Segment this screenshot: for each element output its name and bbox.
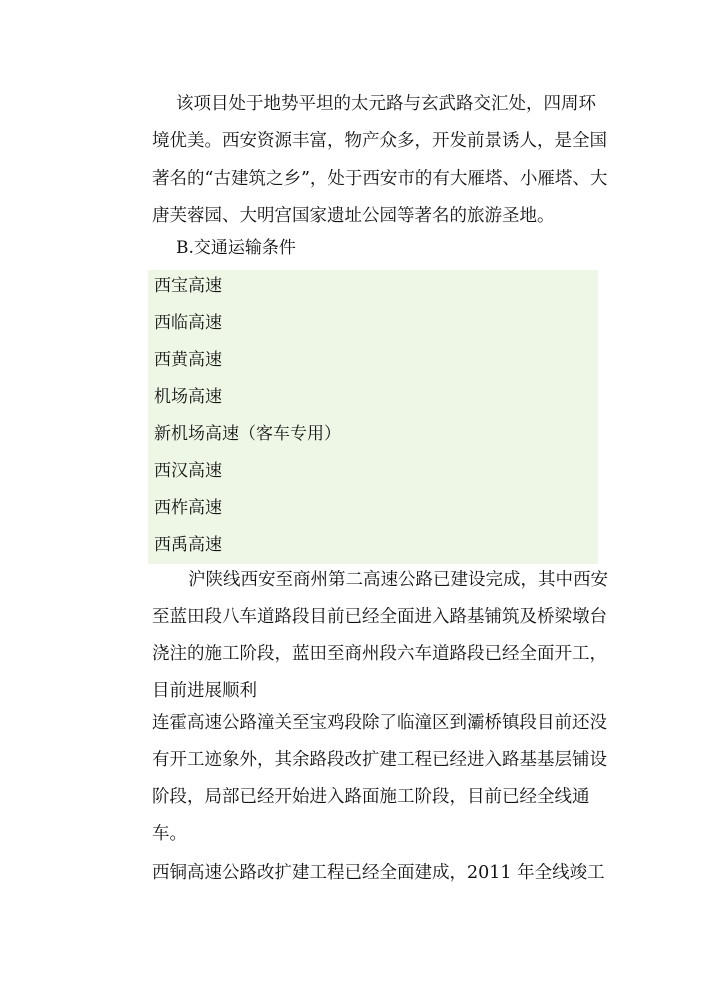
highway-item: 新机场高速（客车专用） xyxy=(154,424,341,444)
highway-item: 西黄高速 xyxy=(154,350,222,370)
paragraph-lianhuo-expressway: 连霍高速公路潼关至宝鸡段除了临潼区到灞桥镇段目前还没有开工迹象外，其余路段改扩建工程已经进入路基基层铺设阶段，局部已经开始进入路面施工阶段，目前已经全线通车。 xyxy=(152,713,607,844)
highway-item: 西临高速 xyxy=(154,313,222,333)
paragraph-xitong-expressway: 西铜高速公路改扩建工程已经全面建成，2011 年全线竣工 xyxy=(152,863,605,883)
highway-item: 西汉高速 xyxy=(154,461,222,481)
section-heading-transport: B.交通运输条件 xyxy=(176,238,296,258)
highway-item: 机场高速 xyxy=(154,387,222,407)
highway-item: 西宝高速 xyxy=(154,276,222,296)
highway-item: 西柞高速 xyxy=(154,498,222,518)
intro-paragraph: 该项目处于地势平坦的太元路与玄武路交汇处，四周环境优美。西安资源丰富，物产众多，开发前景诱人，是全国著名的“古建筑之乡”，处于西安市的有大雁塔、小雁塔、大唐芙蓉园、大明宫国家遗址公园等著名的旅游圣地。 xyxy=(152,94,608,226)
highway-list xyxy=(148,270,598,564)
paragraph-hushan-expressway: 沪陕线西安至商州第二高速公路已建设完成，其中西安至蓝田段八车道路段目前已经全面进入路基铺筑及桥梁墩台浇注的施工阶段，蓝田至商州段六车道路段已经全面开工，目前进展顺利 xyxy=(152,570,608,701)
highway-item: 西禹高速 xyxy=(154,535,222,555)
